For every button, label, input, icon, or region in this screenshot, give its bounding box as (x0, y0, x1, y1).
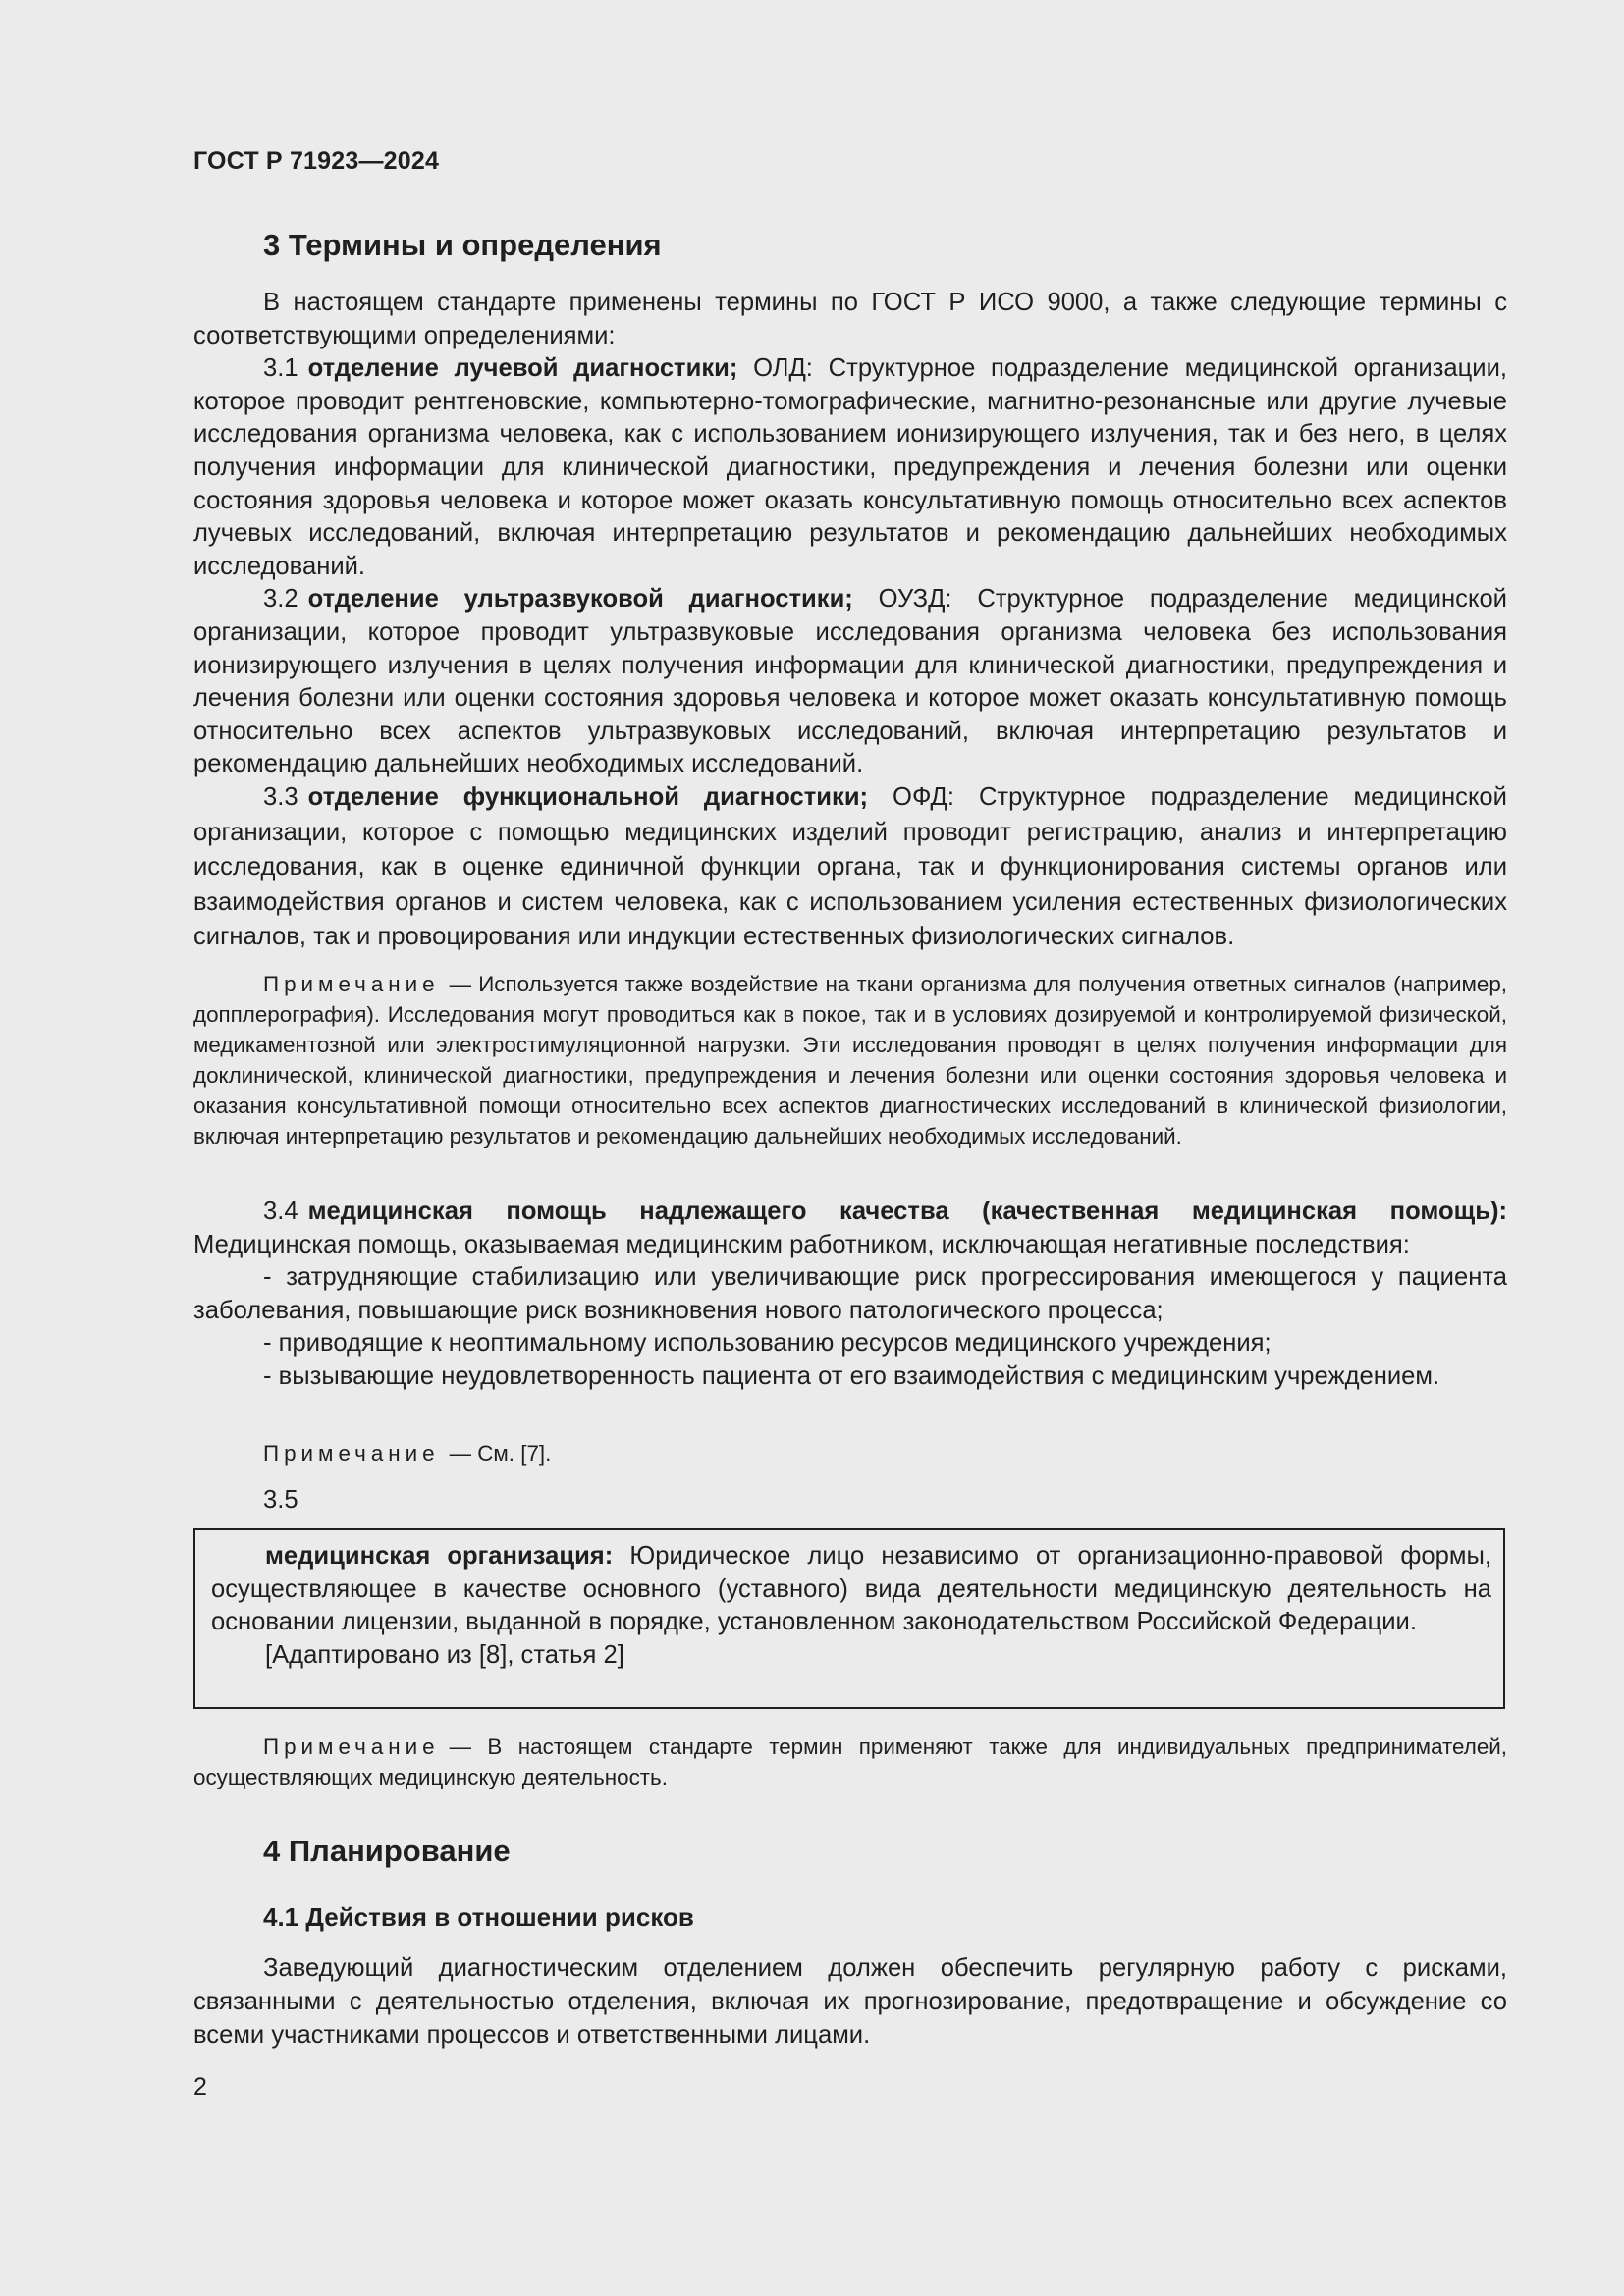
list-item: - приводящие к неоптимальному использованию ресурсов медицинского учреждения; (263, 1329, 1272, 1358)
term-number: 3.4 (263, 1198, 298, 1225)
term-number: 3.2 (263, 585, 298, 614)
section-3-title: 3 Термины и определения (263, 228, 662, 262)
term-number: 3.1 (263, 354, 298, 383)
note-3-4 (193, 1438, 1507, 1468)
term-3-2 (193, 583, 1507, 781)
document-header: ГОСТ Р 71923—2024 (193, 147, 440, 175)
note-3-5 (193, 1732, 1507, 1792)
page-number: 2 (193, 2073, 207, 2101)
term-3-5-box (193, 1528, 1505, 1709)
term-abbr: ОФД: (893, 783, 954, 811)
term-abbr: ОЛД: (753, 354, 813, 383)
term-definition: Юридическое лицо независимо от организационно-правовой формы, осуществляющее в качестве основного (уставного) вида деятельности медицинскую деятельность на основании лицензии, выданной в порядке, установленном законодательством Российской Федерации. (211, 1542, 1491, 1636)
term-3-5-number-line (193, 1484, 1507, 1518)
term-3-3 (193, 780, 1507, 955)
term-number: 3.3 (263, 783, 298, 811)
section-4-title: 4 Планирование (263, 1834, 511, 1868)
note-label: Примечание (263, 972, 440, 996)
term-name: отделение лучевой диагностики; (307, 354, 738, 383)
note-text: — См. [7]. (449, 1441, 552, 1466)
term-definition: Структурное подразделение медицинской организации, которое проводит рентгеновские, компьютерно-томографические, магнитно-резонансные или другие лучевые исследования организма человека, как с использованием ионизирующего излучения, так и без него, в целях получения информации для клинической диагностики, предупреждения и лечения болезни или оценки состояния здоровья человека и которое может оказать консультативную помощь относительно всех аспектов лучевых исследований, включая интерпретацию результатов и рекомендацию дальнейших необходимых исследований. (193, 354, 1507, 580)
terms-block-2 (193, 780, 1507, 955)
section-3-intro: В настоящем стандарте применены термины по ГОСТ Р ИСО 9000, а также следующие термины с соответствующими определениями: (193, 289, 1507, 349)
term-definition: Структурное подразделение медицинской организации, которое проводит ультразвуковые исследования организма человека без использования ионизирующего излучения в целях получения информации для клинической диагностики, предупреждения и лечения болезни или оценки состояния здоровья человека и которое может оказать консультативную помощь относительно всех аспектов ультразвуковых исследований, включая интерпретацию результатов и рекомендацию дальнейших необходимых исследований. (193, 585, 1507, 778)
note-label: Примечание (263, 1441, 440, 1466)
term-source: [Адаптировано из [8], статья 2] (265, 1640, 624, 1669)
term-name: медицинская организация: (265, 1542, 614, 1570)
term-name: отделение функциональной диагностики; (307, 783, 869, 811)
term-number: 3.5 (263, 1486, 298, 1514)
note-label: Примечание (263, 1735, 440, 1759)
term-name: медицинская помощь надлежащего качества (качественная медицинская помощь): (307, 1198, 1507, 1225)
note-text: — Используется также воздействие на ткани организма для получения ответных сигналов (например, допплерография). Исследования могут проводиться как в покое, так и в условиях дозируемой и контролируемой физической, медикаментозной или электростимуляционной нагрузки. Эти исследования проводят в целях получения информации для доклинической, клинической диагностики, предупреждения и лечения болезни или оценки состояния здоровья человека и оказания консультативной помощи относительно всех аспектов диагностических исследований в клинической физиологии, включая интерпретацию результатов и рекомендацию дальнейших необходимых исследований. (193, 972, 1507, 1148)
terms-block-3 (193, 1196, 1507, 1394)
term-name: отделение ультразвуковой диагностики; (307, 585, 853, 614)
list-item: - затрудняющие стабилизацию или увеличивающие риск прогрессирования имеющегося у пациента заболевания, повышающие риск возникновения нового патологического процесса; (193, 1263, 1507, 1324)
list-item: - вызывающие неудовлетворенность пациента от его взаимодействия с медицинским учреждением. (263, 1362, 1440, 1390)
term-definition: Медицинская помощь, оказываемая медицинским работником, исключающая негативные последствия: (193, 1230, 1410, 1258)
section-4-1-paragraph: Заведующий диагностическим отделением должен обеспечить регулярную работу с рисками, связанными с деятельностью отделения, включая их прогнозирование, предотвращение и обсуждение со всеми участниками процессов и ответственными лицами. (193, 1954, 1507, 2049)
term-abbr: ОУЗД: (878, 585, 952, 614)
term-3-4 (193, 1196, 1507, 1261)
term-3-5 (211, 1540, 1491, 1639)
note-text: — В настоящем стандарте термин применяют также для индивидуальных предпринимателей, осуществляющих медицинскую деятельность. (193, 1735, 1507, 1789)
term-3-1 (193, 352, 1507, 583)
note-3-3 (193, 969, 1507, 1151)
term-definition: Структурное подразделение медицинской организации, которое с помощью медицинских изделий проводит регистрацию, анализ и интерпретацию исследования, как в оценке единичной функции органа, так и функционирования системы органов или взаимодействия органов и систем человека, как с использованием усиления естественных физиологических сигналов, так и провоцирования или индукции естественных физиологических сигналов. (193, 783, 1507, 951)
section-4-1-body (193, 1951, 1507, 2052)
terms-block-1 (193, 287, 1507, 781)
section-4-1-title: 4.1 Действия в отношении рисков (263, 1902, 694, 1932)
